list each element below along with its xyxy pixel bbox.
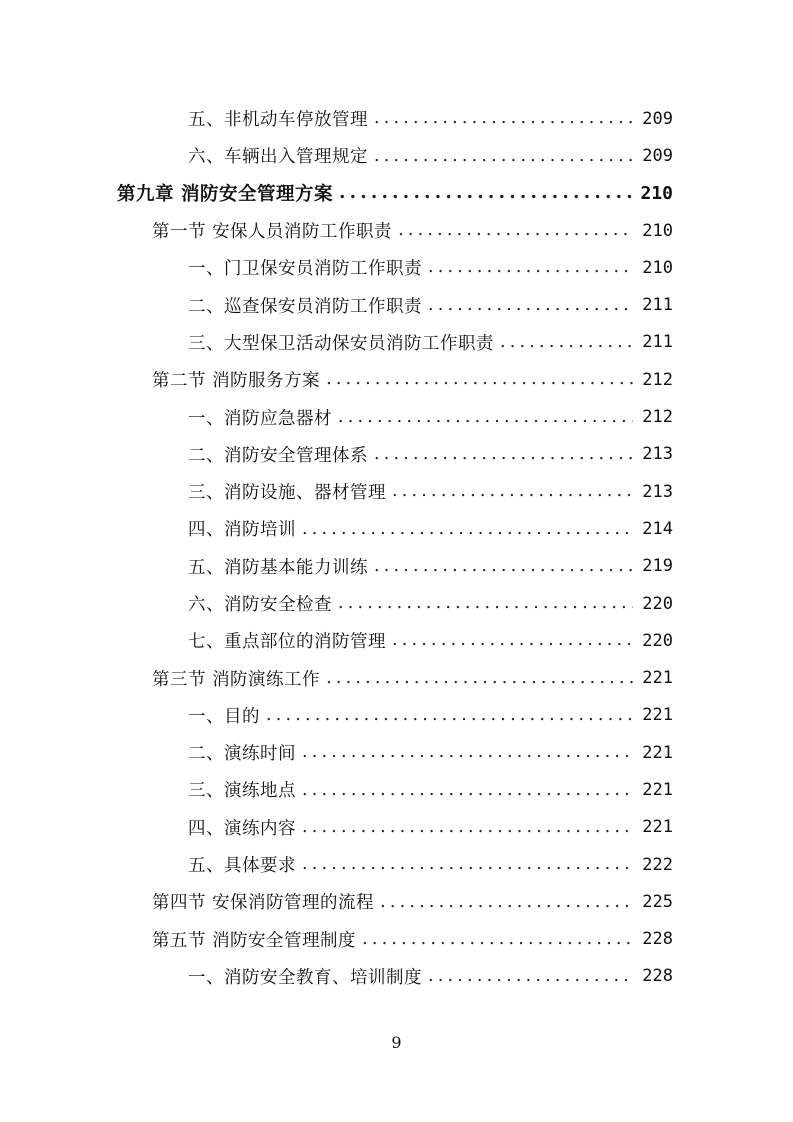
toc-entry-title: 三、消防设施、器材管理 — [188, 483, 386, 504]
toc-entry[interactable] — [0, 809, 793, 846]
toc-entry[interactable] — [0, 286, 793, 323]
toc-entry[interactable] — [0, 510, 793, 547]
toc-entry-title: 五、非机动车停放管理 — [188, 110, 368, 131]
toc-entry[interactable] — [0, 622, 793, 659]
toc-entry-page: 221 — [642, 779, 673, 800]
toc-section-entry[interactable] — [0, 659, 793, 696]
toc-dot-leader — [302, 779, 633, 802]
toc-dot-leader — [392, 480, 633, 503]
toc-entry-title: 六、消防安全检查 — [188, 595, 332, 615]
toc-entry-title: 六、车辆出入管理规定 — [188, 147, 368, 168]
toc-dot-leader — [374, 145, 633, 168]
toc-dot-leader — [302, 741, 633, 764]
toc-entry-title: 三、演练地点 — [188, 781, 296, 802]
toc-entry-page: 211 — [642, 332, 673, 353]
toc-section-entry[interactable] — [0, 361, 793, 398]
toc-entry-page: 219 — [642, 556, 673, 577]
toc-dot-leader — [326, 368, 633, 391]
toc-entry-title: 七、重点部位的消防管理 — [188, 632, 386, 653]
toc-entry-title: 一、目的 — [188, 706, 260, 727]
toc-dot-leader — [266, 704, 633, 727]
toc-dot-leader — [338, 406, 633, 429]
toc-entry[interactable] — [0, 324, 793, 361]
toc-section-entry[interactable] — [0, 883, 793, 920]
toc-dot-leader — [374, 443, 633, 466]
toc-entry[interactable] — [0, 585, 793, 622]
toc-entry-title: 第四节 安保消防管理的流程 — [152, 893, 375, 914]
toc-entry-page: 228 — [642, 966, 673, 987]
toc-entry[interactable] — [0, 436, 793, 473]
toc-entry-title: 五、具体要求 — [188, 856, 296, 877]
toc-dot-leader — [428, 294, 633, 317]
toc-entry[interactable] — [0, 548, 793, 585]
toc-entry-title: 五、消防基本能力训练 — [188, 557, 368, 578]
toc-entry-page: 210 — [640, 182, 673, 204]
toc-entry-title: 四、演练内容 — [188, 818, 296, 839]
toc-entry-title: 第三节 消防演练工作 — [152, 669, 321, 690]
toc-entry-page: 209 — [642, 145, 673, 166]
toc-entry-title: 一、消防应急器材 — [188, 408, 332, 429]
toc-entry-title: 四、消防培训 — [188, 520, 296, 541]
toc-entry-page: 210 — [642, 257, 673, 278]
toc-entry[interactable] — [0, 771, 793, 808]
toc-dot-leader — [380, 891, 633, 914]
toc-entry-page: 209 — [642, 108, 673, 129]
toc-entry-title: 第九章 消防安全管理方案 — [117, 184, 333, 206]
toc-dot-leader — [428, 256, 633, 279]
toc-entry-title: 第二节 消防服务方案 — [152, 371, 321, 392]
toc-entry[interactable] — [0, 846, 793, 883]
toc-dot-leader — [500, 331, 633, 354]
toc-dot-leader — [326, 667, 633, 690]
toc-entry-title: 二、巡查保安员消防工作职责 — [188, 296, 422, 317]
toc-entry-page: 211 — [642, 295, 673, 316]
toc-entry-page: 221 — [642, 742, 673, 763]
toc-chapter-entry[interactable] — [0, 175, 793, 212]
toc-entry[interactable] — [0, 100, 793, 137]
toc-entry-title: 二、演练时间 — [188, 744, 296, 765]
toc-section-entry[interactable] — [0, 921, 793, 958]
toc-entry[interactable] — [0, 734, 793, 771]
toc-dot-leader — [339, 181, 633, 205]
toc-dot-leader — [338, 592, 633, 615]
toc-entry[interactable] — [0, 958, 793, 995]
toc-entry-title: 一、门卫保安员消防工作职责 — [188, 259, 422, 280]
toc-entry-title: 第五节 消防安全管理制度 — [152, 930, 357, 951]
toc-dot-leader — [302, 816, 633, 839]
toc-entry-page: 225 — [642, 891, 673, 912]
toc-dot-leader — [302, 853, 633, 876]
toc-entry-page: 228 — [642, 929, 673, 950]
toc-entry-page: 214 — [642, 518, 673, 539]
toc-section-entry[interactable] — [0, 212, 793, 249]
toc-dot-leader — [302, 518, 633, 541]
toc-entry-title: 三、大型保卫活动保安员消防工作职责 — [188, 333, 494, 354]
toc-entry-page: 222 — [642, 854, 673, 875]
toc-dot-leader — [362, 928, 633, 951]
toc-entry-title: 一、消防安全教育、培训制度 — [188, 967, 422, 988]
toc-entry-page: 210 — [642, 220, 673, 241]
table-of-contents — [0, 100, 793, 995]
toc-dot-leader — [374, 107, 633, 130]
toc-entry-page: 220 — [642, 630, 673, 651]
toc-entry-page: 221 — [642, 668, 673, 689]
toc-entry[interactable] — [0, 697, 793, 734]
toc-dot-leader — [398, 219, 633, 242]
toc-entry[interactable] — [0, 249, 793, 286]
toc-entry[interactable] — [0, 473, 793, 510]
toc-entry-page: 220 — [642, 593, 673, 614]
toc-entry-title: 二、消防安全管理体系 — [188, 445, 368, 466]
toc-dot-leader — [374, 555, 633, 578]
toc-dot-leader — [428, 965, 633, 988]
toc-entry[interactable] — [0, 137, 793, 174]
toc-entry-page: 212 — [642, 369, 673, 390]
toc-entry-page: 221 — [642, 705, 673, 726]
page-number: 9 — [391, 1033, 402, 1052]
toc-dot-leader — [392, 629, 633, 652]
toc-entry-page: 212 — [642, 407, 673, 428]
toc-entry-page: 221 — [642, 817, 673, 838]
toc-entry-title: 第一节 安保人员消防工作职责 — [152, 222, 393, 243]
toc-entry-page: 213 — [642, 481, 673, 502]
toc-entry-page: 213 — [642, 444, 673, 465]
toc-entry[interactable] — [0, 398, 793, 435]
